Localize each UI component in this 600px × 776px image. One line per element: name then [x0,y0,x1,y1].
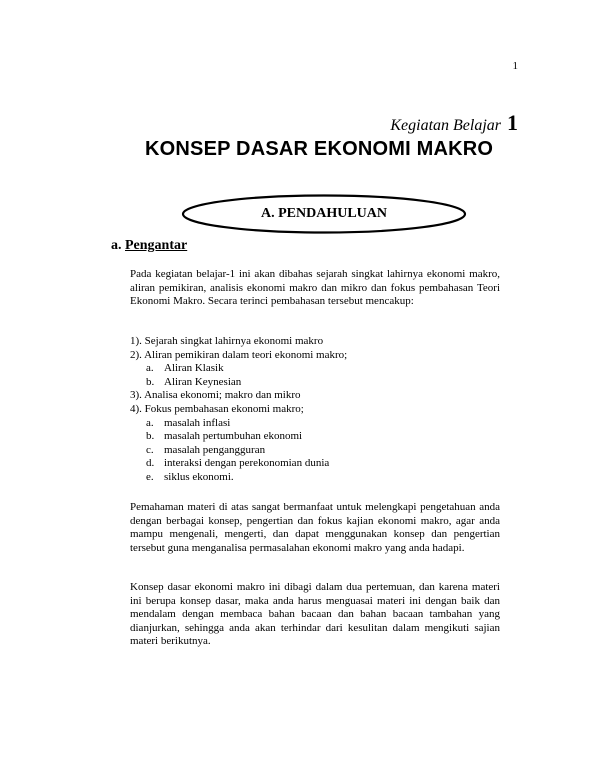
outline-text: Sejarah singkat lahirnya ekonomi makro [144,335,324,347]
section-heading: A. PENDAHULUAN [261,206,387,221]
outline-item [130,349,347,363]
outline-marker: 4). [130,402,142,415]
outline-subitem [130,457,347,471]
outline-list [130,335,347,485]
outline-sub-marker: c. [146,443,154,456]
kegiatan-number: 1 [507,110,518,135]
outline-sub-text: Aliran Klasik [164,362,224,375]
outline-text: Analisa ekonomi; makro dan mikro [144,389,301,402]
outline-subitem [130,376,347,390]
outline-sub-marker: a. [146,362,154,375]
outline-marker: 2). [130,348,142,361]
outline-sub-marker: e. [146,470,154,483]
outline-item [130,389,347,403]
outline-sub-marker: a. [146,416,154,429]
page-title: KONSEP DASAR EKONOMI MAKRO [145,138,494,160]
outline-subitem [130,362,347,376]
kegiatan-label: Kegiatan Belajar [390,117,501,134]
outline-sub-text: siklus ekonomi. [164,470,234,483]
outline-sub-text: masalah pengangguran [164,443,266,456]
page-number: 1 [512,60,518,72]
outline-sub-marker: b. [146,430,155,443]
body-paragraph: Pemahaman materi di atas sangat bermanfaat untuk melengkapi pengetahuan anda dengan berbagai konsep, pengertian dan fokus kajian ekonomi makro, agar anda mampu mengenali, mengerti, dan dapat menggunakan konsep dan pengertian tersebut guna menganalisa permasalahan ekonomi makro yang anda hadapi. [130,501,500,554]
intro-paragraph: Pada kegiatan belajar-1 ini akan dibahas sejarah singkat lahirnya ekonomi makro, aliran pemikiran, analisis ekonomi makro dan mikro dan fokus pembahasan Teori Ekonomi Makro. Secara terinci pembahasan tersebut mencakup: [130,268,500,307]
outline-sub-marker: d. [146,457,155,470]
outline-subitem [130,471,347,485]
outline-sub-text: masalah inflasi [164,416,231,429]
outline-sub-text: masalah pertumbuhan ekonomi [164,430,303,443]
outline-text: Fokus pembahasan ekonomi makro; [144,402,304,415]
subsection-prefix: a. [111,238,122,253]
outline-sub-marker: b. [146,375,155,388]
outline-sub-text: Aliran Keynesian [164,375,242,388]
outline-subitem [130,444,347,458]
outline-item [130,335,347,349]
outline-sub-text: interaksi dengan perekonomian dunia [164,457,330,470]
outline-subitem [130,417,347,431]
outline-subitem [130,430,347,444]
outline-marker: 3). [130,389,142,402]
subsection-heading [111,238,187,254]
subsection-title: Pengantar [125,238,188,253]
outline-marker: 1). [130,335,142,347]
section-heading-oval [180,193,468,235]
kegiatan-belajar-label [390,110,518,136]
outline-text: Aliran pemikiran dalam teori ekonomi makro; [144,348,348,361]
closing-paragraph: Konsep dasar ekonomi makro ini dibagi dalam dua pertemuan, dan karena materi ini berupa konsep dasar, maka anda harus menguasai materi ini dengan baik dan mendalam dengan membaca bahan bacaan dan bahan bacaan tambahan yang dianjurkan, sehingga anda akan terhindar dari kesulitan dalam mengikuti sajian materi berikutnya. [130,581,500,647]
outline-item [130,403,347,417]
